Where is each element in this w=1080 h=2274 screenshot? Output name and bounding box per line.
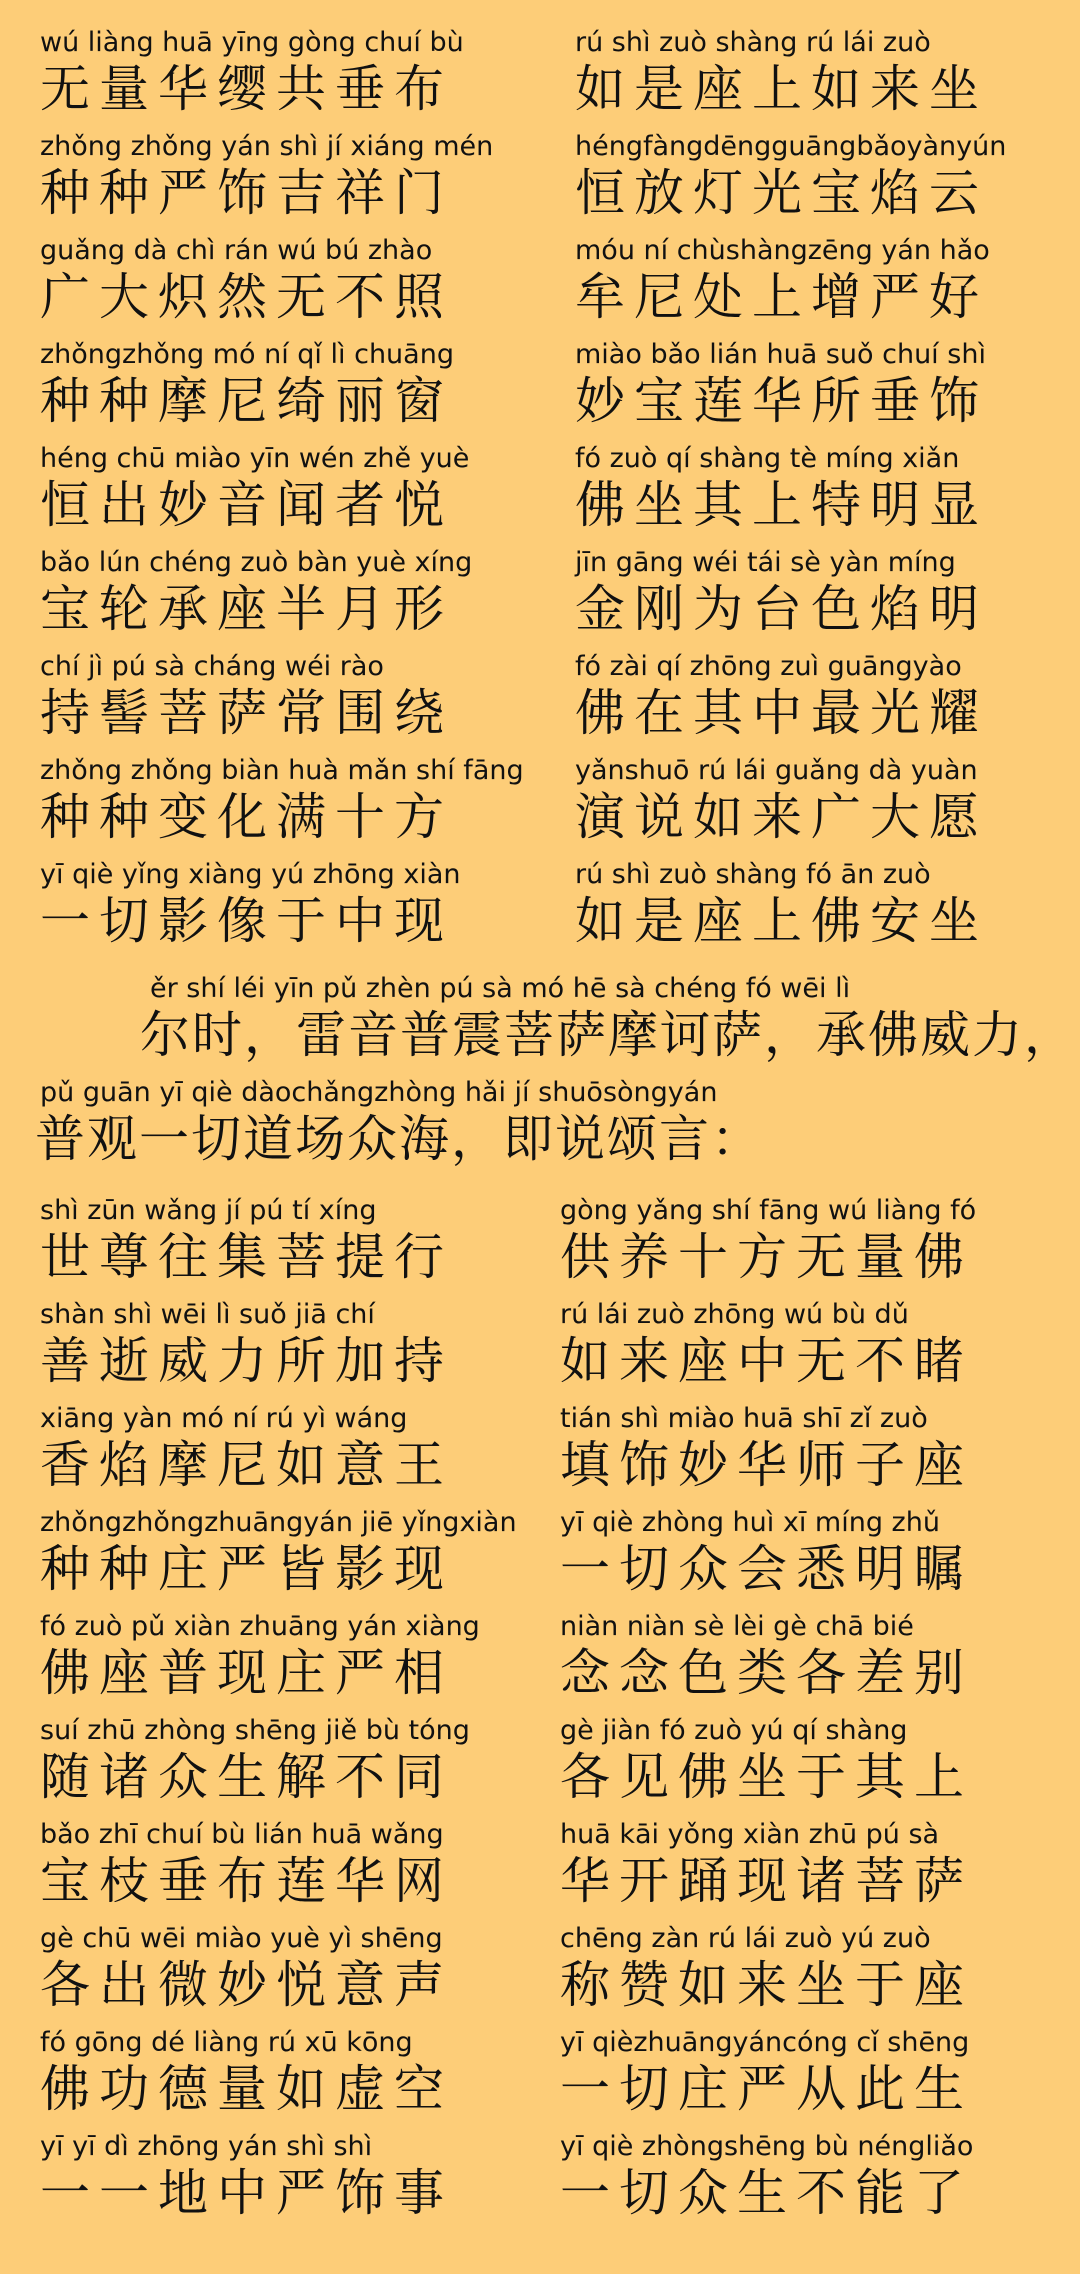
pinyin-text: yī qiè yǐng xiàng yú zhōng xiàn [40, 859, 461, 890]
pinyin-text: fó zài qí zhōng zuì guāngyào [575, 651, 962, 682]
verse-left [40, 126, 540, 230]
hanzi-text: 普观一切道场众海，即说颂言： [35, 1110, 763, 1168]
pinyin-text: yī yī dì zhōng yán shì shì [40, 2131, 373, 2162]
verse-left [40, 646, 540, 750]
pinyin-text: rú shì zuò shàng fó ān zuò [575, 859, 931, 890]
verse-line [0, 2022, 1080, 2126]
hanzi-text: 恒放灯光宝焰云 [575, 164, 988, 222]
hanzi-text: 宝枝垂布莲华网 [40, 1852, 453, 1910]
verse-left [40, 1294, 540, 1398]
verse-right [560, 1398, 1040, 1502]
verse-left [40, 1398, 540, 1502]
hanzi-text: 世尊往集菩提行 [40, 1228, 453, 1286]
hanzi-text: 一切众生不能了 [560, 2164, 973, 2222]
verse-line [0, 334, 1080, 438]
hanzi-text: 佛在其中最光耀 [575, 684, 988, 742]
verse-line [0, 2126, 1080, 2230]
verse-left [40, 334, 540, 438]
verse-line [0, 438, 1080, 542]
verse-left [40, 854, 540, 958]
hanzi-text: 牟尼处上增严好 [575, 268, 988, 326]
verse-line [0, 126, 1080, 230]
verse-right [560, 1190, 1040, 1294]
hanzi-text: 无量华缨共垂布 [40, 60, 453, 118]
verse-left [40, 1814, 540, 1918]
verse-right [575, 126, 1055, 230]
pinyin-text: gè jiàn fó zuò yú qí shàng [560, 1715, 908, 1746]
pinyin-text: yǎnshuō rú lái guǎng dà yuàn [575, 755, 978, 786]
verse-line [0, 854, 1080, 958]
hanzi-text: 如是座上如来坐 [575, 60, 988, 118]
pinyin-text: zhǒngzhǒng mó ní qǐ lì chuāng [40, 339, 454, 370]
pinyin-text: huā kāi yǒng xiàn zhū pú sà [560, 1819, 940, 1850]
verse-left [40, 1710, 540, 1814]
hanzi-text: 持髻菩萨常围绕 [40, 684, 453, 742]
hanzi-text: 供养十方无量佛 [560, 1228, 973, 1286]
verse-line [0, 750, 1080, 854]
verse-line [0, 1398, 1080, 1502]
verse-right [560, 2022, 1040, 2126]
verse-line [0, 542, 1080, 646]
verse-line [0, 1190, 1080, 1294]
verse-right [575, 230, 1055, 334]
hanzi-text: 善逝威力所加持 [40, 1332, 453, 1390]
pinyin-text: pǔ guān yī qiè dàochǎngzhòng hǎi jí shuōsòngyán [40, 1077, 718, 1108]
hanzi-text: 佛坐其上特明显 [575, 476, 988, 534]
pinyin-text: rú lái zuò zhōng wú bù dǔ [560, 1299, 909, 1330]
pinyin-text: tián shì miào huā shī zǐ zuò [560, 1403, 928, 1434]
pinyin-text: chí jì pú sà cháng wéi rào [40, 651, 384, 682]
verse-right [575, 854, 1055, 958]
verse-right [575, 334, 1055, 438]
hanzi-text: 尔时，雷音普震菩萨摩诃萨，承佛威力， [140, 1006, 1076, 1064]
hanzi-text: 如是座上佛安坐 [575, 892, 988, 950]
pinyin-text: zhǒng zhǒng yán shì jí xiáng mén [40, 131, 494, 162]
verse-left [40, 750, 540, 854]
hanzi-text: 恒出妙音闻者悦 [40, 476, 453, 534]
pinyin-text: yī qièzhuāngyáncóng cǐ shēng [560, 2027, 970, 2058]
verse-right [560, 1502, 1040, 1606]
pinyin-text: bǎo lún chéng zuò bàn yuè xíng [40, 547, 473, 578]
hanzi-text: 一切庄严从此生 [560, 2060, 973, 2118]
hanzi-text: 华开踊现诸菩萨 [560, 1852, 973, 1910]
verse-right [560, 2126, 1040, 2230]
verse-right [575, 750, 1055, 854]
pinyin-text: fó zuò pǔ xiàn zhuāng yán xiàng [40, 1611, 480, 1642]
verse-right [560, 1294, 1040, 1398]
verse-right [575, 22, 1055, 126]
hanzi-text: 妙宝莲华所垂饰 [575, 372, 988, 430]
pinyin-text: zhǒngzhǒngzhuāngyán jiē yǐngxiàn [40, 1507, 517, 1538]
pinyin-text: suí zhū zhòng shēng jiě bù tóng [40, 1715, 470, 1746]
verse-left [40, 2022, 540, 2126]
hanzi-text: 宝轮承座半月形 [40, 580, 453, 638]
hanzi-text: 佛座普现庄严相 [40, 1644, 453, 1702]
pinyin-text: chēng zàn rú lái zuò yú zuò [560, 1923, 931, 1954]
verse-left [40, 1918, 540, 2022]
verse-right [560, 1814, 1040, 1918]
verse-right [560, 1606, 1040, 1710]
hanzi-text: 填饰妙华师子座 [560, 1436, 973, 1494]
hanzi-text: 一切众会悉明瞩 [560, 1540, 973, 1598]
hanzi-text: 各出微妙悦意声 [40, 1956, 453, 2014]
pinyin-text: móu ní chùshàngzēng yán hǎo [575, 235, 990, 266]
verse-left [40, 22, 540, 126]
hanzi-text: 金刚为台色焰明 [575, 580, 988, 638]
hanzi-text: 种种摩尼绮丽窗 [40, 372, 453, 430]
hanzi-text: 种种严饰吉祥门 [40, 164, 453, 222]
pinyin-text: yī qiè zhòng huì xī míng zhǔ [560, 1507, 940, 1538]
pinyin-text: héngfàngdēngguāngbǎoyànyún [575, 131, 1007, 162]
hanzi-text: 称赞如来坐于座 [560, 1956, 973, 2014]
pinyin-text: niàn niàn sè lèi gè chā bié [560, 1611, 914, 1642]
verse-left [40, 1190, 540, 1294]
pinyin-text: miào bǎo lián huā suǒ chuí shì [575, 339, 986, 370]
pinyin-text: ěr shí léi yīn pǔ zhèn pú sà mó hē sà chéng fó wēi lì [150, 973, 851, 1004]
verse-line [0, 1918, 1080, 2022]
verse-left [40, 230, 540, 334]
hanzi-text: 念念色类各差别 [560, 1644, 973, 1702]
pinyin-text: fó gōng dé liàng rú xū kōng [40, 2027, 413, 2058]
verse-line [0, 1606, 1080, 1710]
verse-line [0, 1814, 1080, 1918]
hanzi-text: 种种变化满十方 [40, 788, 453, 846]
pinyin-text: wú liàng huā yīng gòng chuí bù [40, 27, 464, 58]
pinyin-text: yī qiè zhòngshēng bù néngliǎo [560, 2131, 974, 2162]
hanzi-text: 一切影像于中现 [40, 892, 453, 950]
prose-line [0, 1072, 1080, 1176]
verse-right [560, 1710, 1040, 1814]
hanzi-text: 香焰摩尼如意王 [40, 1436, 453, 1494]
pinyin-text: bǎo zhī chuí bù lián huā wǎng [40, 1819, 444, 1850]
hanzi-text: 佛功德量如虚空 [40, 2060, 453, 2118]
verse-line [0, 1710, 1080, 1814]
hanzi-text: 各见佛坐于其上 [560, 1748, 973, 1806]
pinyin-text: jīn gāng wéi tái sè yàn míng [575, 547, 956, 578]
hanzi-text: 随诸众生解不同 [40, 1748, 453, 1806]
pinyin-text: guǎng dà chì rán wú bú zhào [40, 235, 433, 266]
prose-line [0, 968, 1080, 1072]
verse-right [575, 438, 1055, 542]
hanzi-text: 演说如来广大愿 [575, 788, 988, 846]
verse-line [0, 230, 1080, 334]
pinyin-text: shàn shì wēi lì suǒ jiā chí [40, 1299, 375, 1330]
verse-right [575, 542, 1055, 646]
verse-left [40, 2126, 540, 2230]
pinyin-text: héng chū miào yīn wén zhě yuè [40, 443, 470, 474]
hanzi-text: 广大炽然无不照 [40, 268, 453, 326]
hanzi-text: 如来座中无不睹 [560, 1332, 973, 1390]
verse-left [40, 542, 540, 646]
verse-left [40, 1606, 540, 1710]
hanzi-text: 一一地中严饰事 [40, 2164, 453, 2222]
verse-line [0, 22, 1080, 126]
verse-line [0, 646, 1080, 750]
verse-left [40, 1502, 540, 1606]
pinyin-text: fó zuò qí shàng tè míng xiǎn [575, 443, 960, 474]
verse-right [575, 646, 1055, 750]
pinyin-text: gòng yǎng shí fāng wú liàng fó [560, 1195, 977, 1226]
pinyin-text: shì zūn wǎng jí pú tí xíng [40, 1195, 377, 1226]
hanzi-text: 种种庄严皆影现 [40, 1540, 453, 1598]
verse-right [560, 1918, 1040, 2022]
pinyin-text: gè chū wēi miào yuè yì shēng [40, 1923, 443, 1954]
verse-line [0, 1502, 1080, 1606]
pinyin-text: zhǒng zhǒng biàn huà mǎn shí fāng [40, 755, 524, 786]
pinyin-text: xiāng yàn mó ní rú yì wáng [40, 1403, 408, 1434]
verse-left [40, 438, 540, 542]
pinyin-text: rú shì zuò shàng rú lái zuò [575, 27, 931, 58]
verse-line [0, 1294, 1080, 1398]
